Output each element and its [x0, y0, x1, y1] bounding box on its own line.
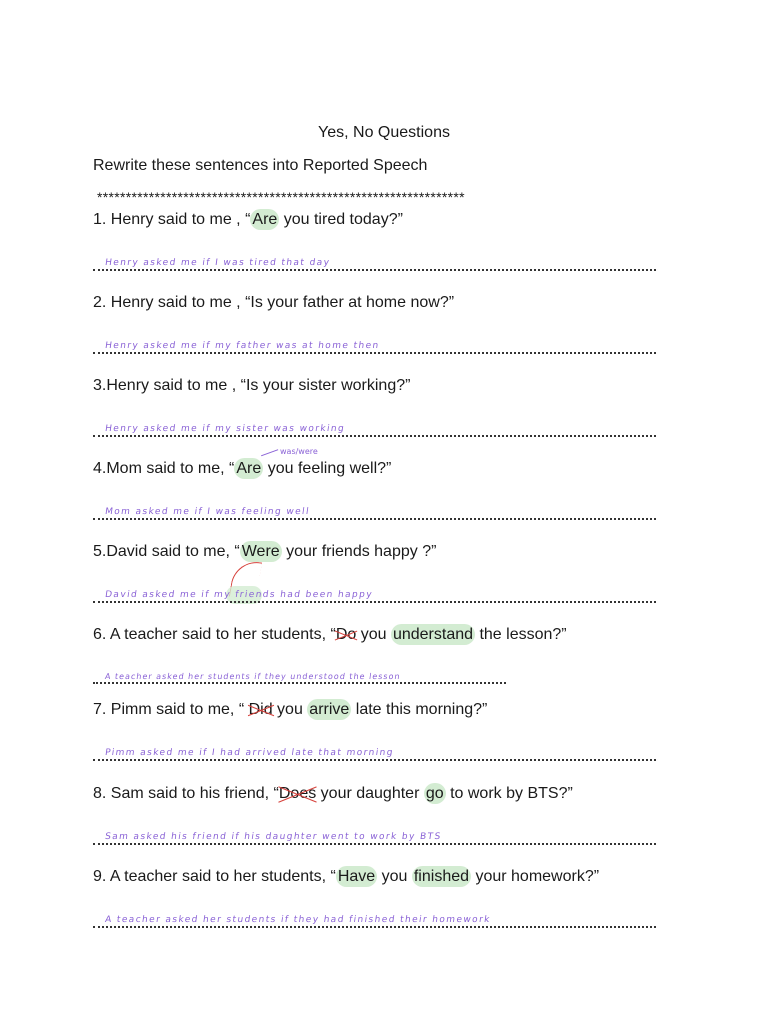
- question-7: 7. Pimm said to me, “ Did you arrive late this morning?”: [93, 701, 488, 718]
- question-8: 8. Sam said to his friend, “Does your daughter go to work by BTS?”: [93, 785, 573, 802]
- separator: ****************************************************************: [97, 189, 465, 205]
- answer-5: David asked me if my friends had been happy: [104, 590, 374, 600]
- question-2: 2. Henry said to me , “Is your father at home now?”: [93, 294, 455, 311]
- answer-line-9[interactable]: [93, 908, 656, 928]
- answer-6: A teacher asked her students if they understood the lesson: [104, 672, 402, 681]
- question-3: 3.Henry said to me , “Is your sister working?”: [93, 377, 411, 394]
- question-9: 9. A teacher said to her students, “ Have you finished your homework?”: [93, 868, 600, 885]
- question-6: 6. A teacher said to her students, “Do you understand the lesson?”: [93, 626, 567, 643]
- answer-line-3[interactable]: [93, 417, 656, 437]
- answer-line-5[interactable]: [93, 583, 656, 603]
- teacher-note: was/were: [280, 447, 318, 456]
- answer-line-4[interactable]: [93, 500, 656, 520]
- instruction: Rewrite these sentences into Reported Speech: [93, 157, 428, 174]
- answer-2: Henry asked me if my father was at home then: [104, 341, 381, 351]
- question-5: 5.David said to me, “ Were your friends happy ?”: [93, 543, 437, 560]
- question-4: 4.Mom said to me, “ Are you feeling well?”: [93, 460, 392, 477]
- answer-3: Henry asked me if my sister was working: [104, 424, 346, 434]
- worksheet-title: Yes, No Questions: [318, 124, 450, 141]
- answer-line-1[interactable]: [93, 251, 656, 271]
- answer-line-2[interactable]: [93, 334, 656, 354]
- answer-4: Mom asked me if I was feeling well: [104, 507, 311, 517]
- answer-line-7[interactable]: [93, 741, 656, 761]
- answer-8: Sam asked his friend if his daughter went to work by BTS: [104, 832, 443, 842]
- answer-line-6[interactable]: [93, 664, 656, 684]
- answer-7: Pimm asked me if I had arrived late that morning: [104, 748, 395, 758]
- answer-9: A teacher asked her students if they had finished their homework: [104, 915, 492, 925]
- question-1: 1. Henry said to me , “ Are you tired today?”: [93, 211, 403, 228]
- answer-1: Henry asked me if I was tired that day: [104, 258, 331, 268]
- answer-line-8[interactable]: [93, 825, 656, 845]
